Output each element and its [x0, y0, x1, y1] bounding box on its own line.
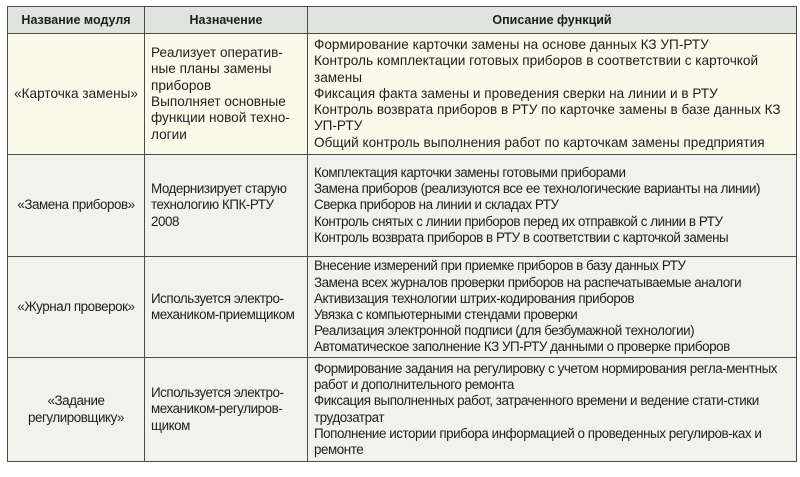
function-item: Внесение измерений при приемке приборов в базу данных РТУ: [314, 258, 686, 274]
function-item: Реализация электронной подписи (для безбумажной технологии): [314, 323, 695, 339]
table-row: [8, 155, 797, 257]
function-item: Формирование задания на регулировку с учетом нормирования регла-ментных работ и дополнительного ремонта: [314, 360, 777, 393]
function-item: Общий контроль выполнения работ по карточкам замены предприятия: [314, 134, 765, 150]
function-item: Контроль возврата приборов в РТУ по карточке замены в базе данных КЗ УП-РТУ: [314, 102, 781, 134]
function-item: Формирование карточки замены на основе данных КЗ УП-РТУ: [314, 36, 709, 52]
module-name: «Замена приборов»: [8, 155, 145, 257]
module-purpose: [145, 358, 308, 462]
header-purpose: Назначение: [145, 7, 308, 34]
table-row: [8, 257, 797, 358]
purpose-item: Реализует оператив-ные планы замены приборов: [151, 45, 283, 93]
module-name: «Журнал проверок»: [8, 257, 145, 358]
function-item: Замена всех журналов проверки приборов на распечатываемые аналоги: [314, 274, 742, 290]
function-item: Контроль возврата приборов в РТУ в соответствии с карточкой замены: [314, 229, 729, 245]
module-functions: [308, 358, 797, 462]
table-row: [8, 358, 797, 462]
purpose-item: Модернизирует старую технологию КПК-РТУ 2008: [151, 181, 287, 229]
module-name: «Задание регулировщику»: [8, 358, 145, 462]
function-item: Замена приборов (реализуются все ее технологические варианты на линии): [314, 181, 760, 197]
module-functions: [308, 155, 797, 257]
module-purpose: [145, 34, 308, 155]
function-item: Контроль снятых с линии приборов перед их отправкой с линии в РТУ: [314, 213, 723, 229]
function-item: Активизация технологии штрих-кодирования приборов: [314, 290, 635, 306]
module-purpose: [145, 257, 308, 358]
module-functions: [308, 34, 797, 155]
function-item: Фиксация факта замены и проведения сверки на линии и в РТУ: [314, 85, 718, 101]
function-item: Комплектация карточки замены готовыми приборами: [314, 164, 626, 180]
modules-table: [7, 6, 797, 462]
header-functions: Описание функций: [308, 7, 797, 34]
module-name: «Карточка замены»: [8, 34, 145, 155]
table-row: [8, 34, 797, 155]
module-functions: [308, 257, 797, 358]
function-item: Контроль комплектации готовых приборов в соответствии с карточкой замены: [314, 53, 759, 85]
purpose-item: Используется электро-механиком-регулиров-щиком: [151, 385, 284, 433]
header-module: Название модуля: [8, 7, 145, 34]
function-item: Автоматическое заполнение КЗ УП-РТУ данными о проверке приборов: [314, 339, 730, 355]
module-purpose: [145, 155, 308, 257]
header-row: [8, 7, 797, 34]
function-item: Пополнение истории прибора информацией о проведенных регулиров-ках и ремонте: [314, 425, 762, 457]
purpose-item: Используется электро-механиком-приемщиком: [151, 290, 295, 322]
function-item: Сверка приборов на линии и складах РТУ: [314, 197, 559, 213]
purpose-item: Выполняет основные функции новой техно-логии: [151, 94, 290, 142]
function-item: Увязка с компьютерными стендами проверки: [314, 307, 578, 322]
function-item: Фиксация выполненных работ, затраченного времени и ведение стати-стики трудозатрат: [314, 393, 759, 425]
